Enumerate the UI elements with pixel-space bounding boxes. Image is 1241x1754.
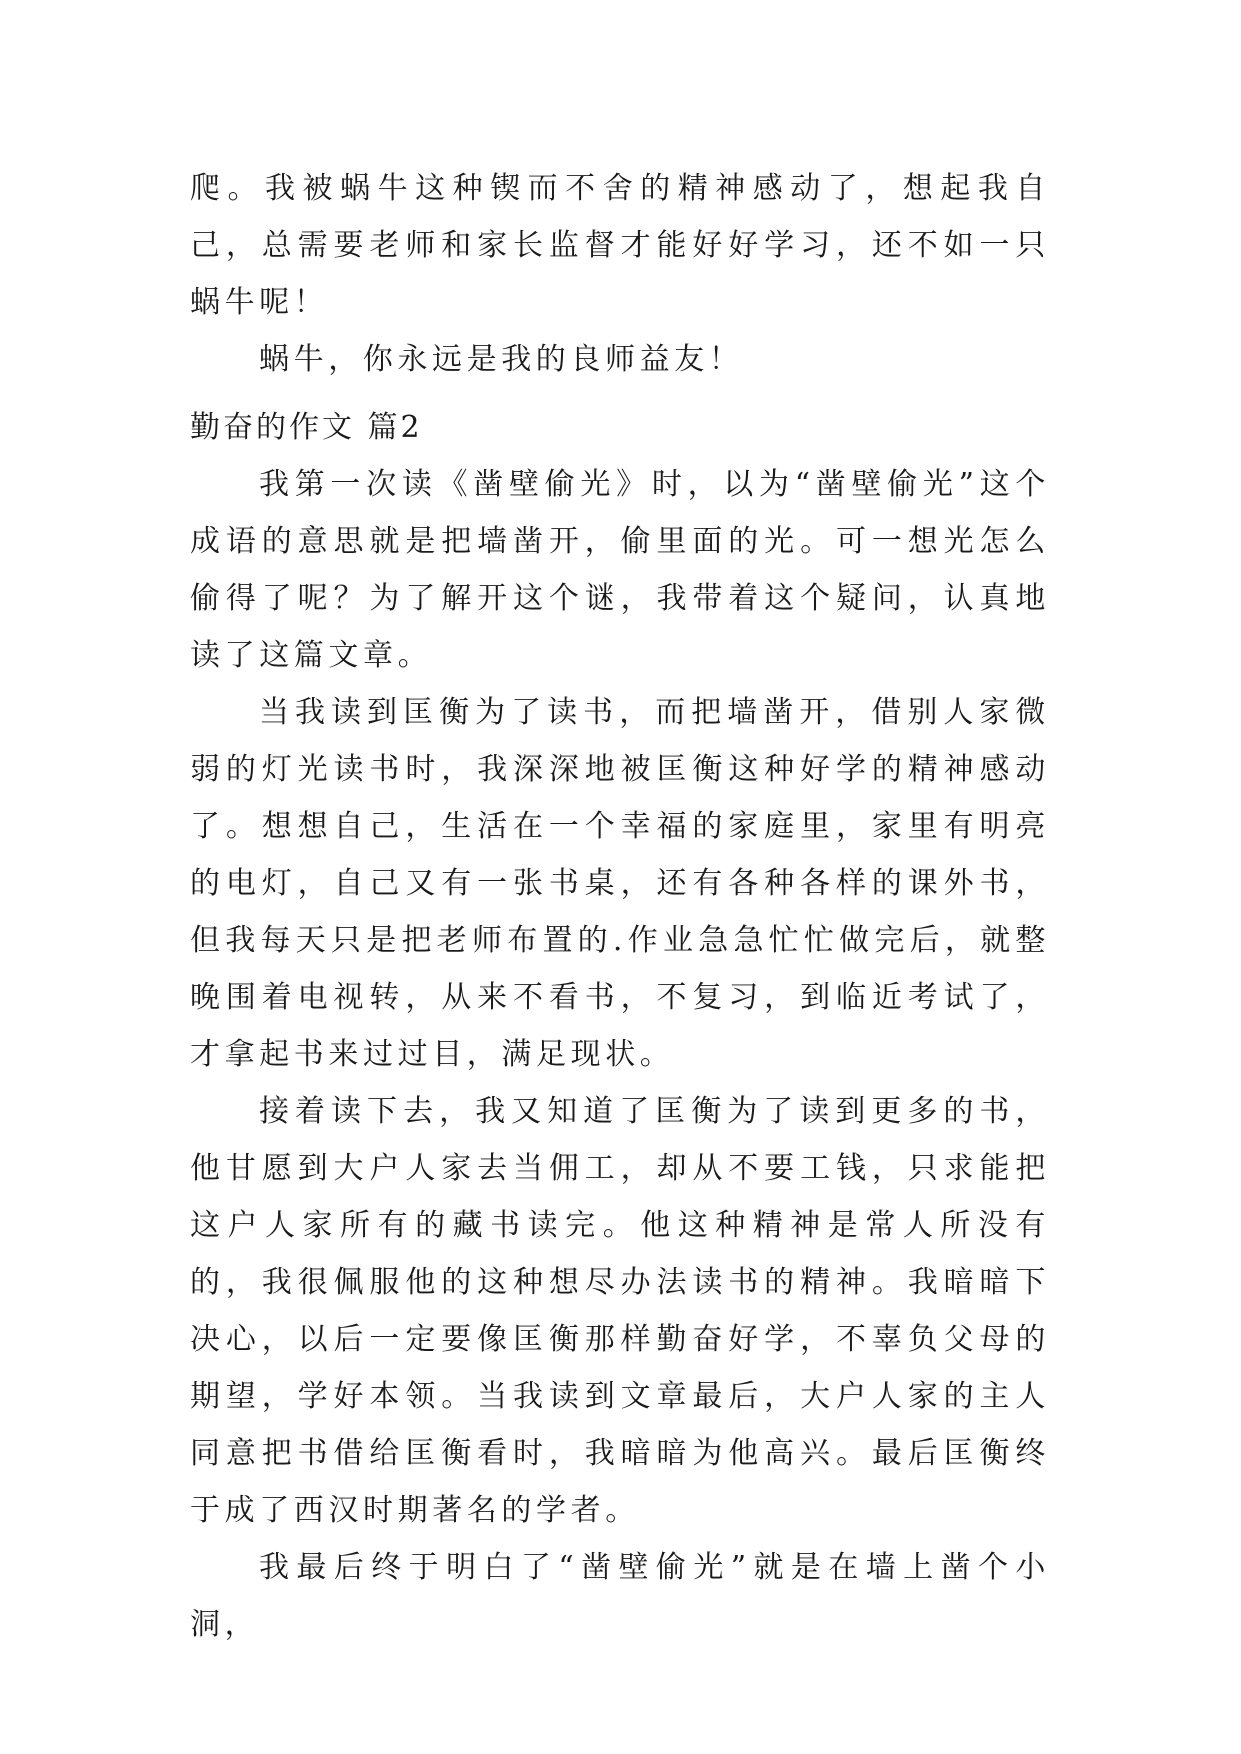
paragraph: 我第一次读《凿壁偷光》时，以为“凿壁偷光”这个成语的意思就是把墙凿开，偷里面的光。可一想光怎么偷得了呢？为了解开这个谜，我带着这个疑问，认真地读了这篇文章。 [190,467,1050,673]
paragraph: 接着读下去，我又知道了匡衡为了读到更多的书，他甘愿到大户人家去当佣工，却从不要工钱，只求能把这户人家所有的藏书读完。他这种精神是常人所没有的，我很佩服他的这种想尽办法读书的精神。我暗暗下决心，以后一定要像匡衡那样勤奋好学，不辜负父母的期望，学好本领。当我读到文章最后，大户人家的主人同意把书借给匡衡看时，我暗暗为他高兴。最后匡衡终于成了西汉时期著名的学者。 [190,1094,1050,1528]
paragraph: 蜗牛，你永远是我的良师益友！ [259,342,744,377]
previous-essay-ending [190,160,1050,388]
paragraph: 爬。我被蜗牛这种锲而不舍的精神感动了，想起我自己，总需要老师和家长监督才能好好学习，还不如一只蜗牛呢！ [190,171,1050,320]
section-title: 勤奋的作文 篇2 [190,410,423,445]
paragraph: 我最后终于明白了“凿壁偷光”就是在墙上凿个小洞， [190,1550,1050,1642]
paragraph: 当我读到匡衡为了读书，而把墙凿开，借别人家微弱的灯光读书时，我深深地被匡衡这种好学的精神感动了。想想自己，生活在一个幸福的家庭里，家里有明亮的电灯，自己又有一张书桌，还有各种各样的课外书，但我每天只是把老师布置的.作业急急忙忙做完后，就整晚围着电视转，从来不看书，不复习，到临近考试了，才拿起书来过过目，满足现状。 [190,695,1050,1072]
essay-section-2 [190,399,1050,1653]
